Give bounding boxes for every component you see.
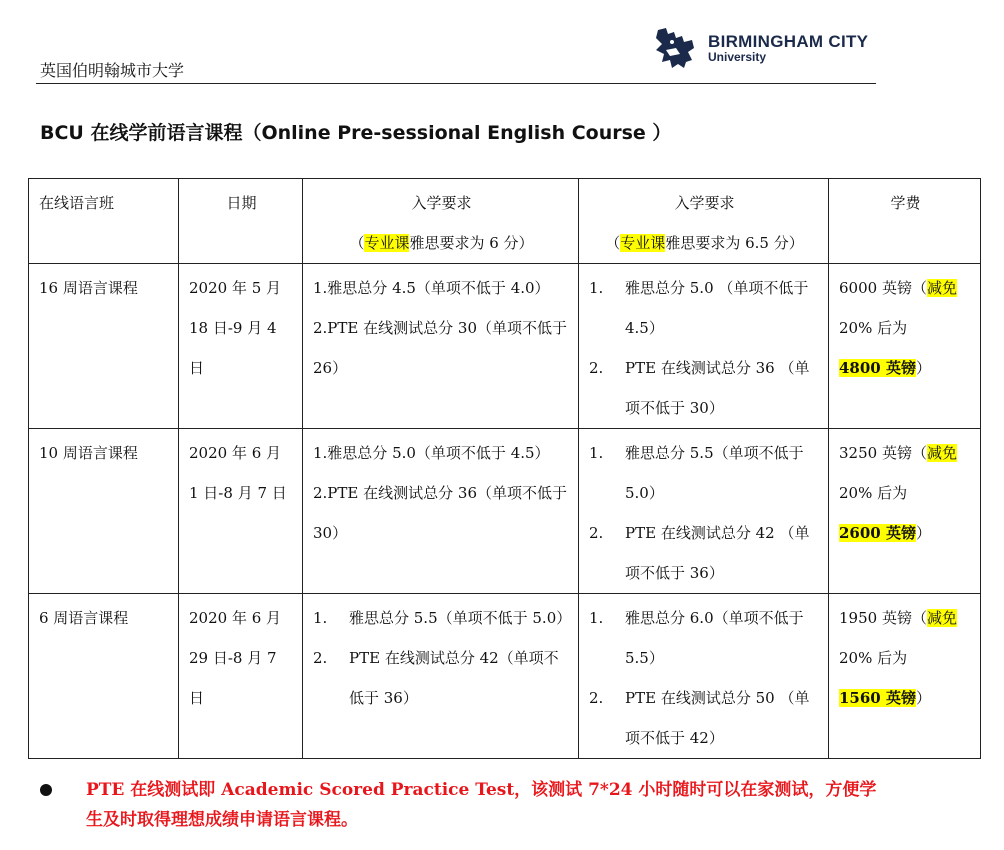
req-65-pte: 2. PTE 在线测试总分 36 （单项不低于 30）	[589, 359, 810, 417]
header-course: 在线语言班	[29, 179, 179, 264]
req-65-ielts: 1. 雅思总分 5.0 （单项不低于 4.5）	[589, 279, 809, 337]
req-6-ielts: 1.雅思总分 5.0（单项不低于 4.5）	[313, 444, 550, 462]
header-dates: 日期	[179, 179, 303, 264]
header-req-6-note: （专业课雅思要求为 6 分）	[349, 234, 534, 252]
table-row	[29, 594, 981, 759]
pte-note	[40, 775, 886, 835]
fee-cell: 1950 英镑（减免 20% 后为 1560 英镑）	[829, 594, 981, 759]
req-6-ielts: 1. 雅思总分 5.5（单项不低于 5.0）	[313, 609, 572, 627]
req-6-cell	[303, 264, 579, 429]
header-req-6	[303, 179, 579, 264]
req-6-pte: 2. PTE 在线测试总分 42（单项不低于 36）	[313, 649, 559, 707]
fee-cell: 3250 英镑（减免 20% 后为 2600 英镑）	[829, 429, 981, 594]
course-name: 10 周语言课程	[29, 429, 179, 594]
header-req-65	[579, 179, 829, 264]
logo-line1: BIRMINGHAM CITY	[708, 31, 869, 51]
req-6-pte: 2.PTE 在线测试总分 30（单项不低于 26）	[313, 319, 567, 377]
header-divider	[36, 83, 876, 84]
req-65-cell	[579, 594, 829, 759]
bcu-logo	[652, 24, 868, 72]
header-req-65-title: 入学要求	[674, 194, 735, 212]
logo-line2: University	[708, 49, 767, 64]
table-row	[29, 429, 981, 594]
table-header-row	[29, 179, 981, 264]
course-dates: 2020 年 6 月 29 日-8 月 7 日	[179, 594, 303, 759]
course-table	[28, 178, 981, 759]
course-dates: 2020 年 5 月 18 日-9 月 4 日	[179, 264, 303, 429]
req-65-cell	[579, 264, 829, 429]
course-dates: 2020 年 6 月 1 日-8 月 7 日	[179, 429, 303, 594]
discounted-fee: 1560 英镑	[839, 689, 916, 707]
header-req-6-title: 入学要求	[411, 194, 472, 212]
req-65-pte: 2. PTE 在线测试总分 42 （单项不低于 36）	[589, 524, 810, 582]
page-title: BCU 在线学前语言课程（Online Pre-sessional English Course ）	[40, 122, 672, 144]
req-6-cell	[303, 594, 579, 759]
req-6-pte: 2.PTE 在线测试总分 36（单项不低于 30）	[313, 484, 567, 542]
req-65-ielts: 1. 雅思总分 6.0（单项不低于 5.5）	[589, 609, 804, 667]
bullet-icon	[40, 784, 52, 796]
req-65-pte: 2. PTE 在线测试总分 50 （单项不低于 42）	[589, 689, 810, 747]
pte-note-text: PTE 在线测试即 Academic Scored Practice Test，该测试 7*24 小时随时可以在家测试，方便学生及时取得理想成绩申请语言课程。	[86, 780, 877, 830]
university-name-cn: 英国伯明翰城市大学	[40, 61, 185, 80]
lion-crest-icon	[652, 24, 700, 72]
header-fee: 学费	[829, 179, 981, 264]
course-name: 6 周语言课程	[29, 594, 179, 759]
table-row	[29, 264, 981, 429]
fee-cell: 6000 英镑（减免 20% 后为 4800 英镑）	[829, 264, 981, 429]
req-65-cell	[579, 429, 829, 594]
course-name: 16 周语言课程	[29, 264, 179, 429]
req-6-cell	[303, 429, 579, 594]
discounted-fee: 4800 英镑	[839, 359, 916, 377]
header-req-65-note: （专业课雅思要求为 6.5 分）	[605, 234, 804, 252]
discounted-fee: 2600 英镑	[839, 524, 916, 542]
req-65-ielts: 1. 雅思总分 5.5（单项不低于 5.0）	[589, 444, 804, 502]
req-6-ielts: 1.雅思总分 4.5（单项不低于 4.0）	[313, 279, 550, 297]
